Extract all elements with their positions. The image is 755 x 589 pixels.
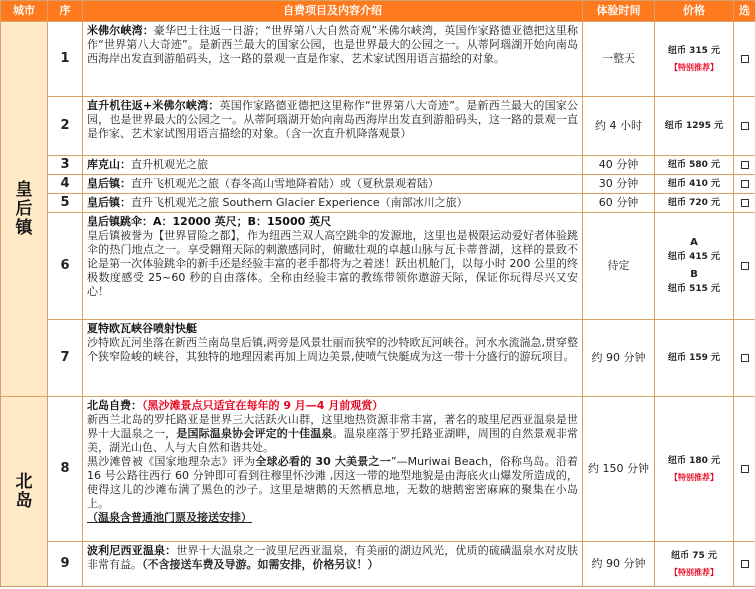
- table-row: [1, 97, 755, 156]
- item-text: 英国作家路德亚德把这里称作“世界第八大奇迹”。是新西兰最大的国家公园，也是世界最大的公园之一。从蒂阿瑙湖开始向南岛西海岸出发直到游船码头，这一路的景观一直是作家、艺术家试图用语言描绘的对象。（含一次直升机降落观景）: [87, 99, 579, 140]
- price: 纽币 159 元: [667, 353, 721, 363]
- table-row: [1, 175, 755, 194]
- row-number: 7: [48, 320, 83, 397]
- price: 纽币 180 元: [667, 455, 721, 466]
- price: 纽币 410 元: [667, 179, 721, 189]
- header-no: 序: [48, 1, 83, 22]
- checkbox-icon[interactable]: [741, 180, 749, 188]
- season-warning: （黑沙滩景点只适宜在每年的 9 月—4 月前观赏）: [142, 399, 384, 412]
- row-number: 2: [48, 97, 83, 156]
- select-checkbox[interactable]: [734, 397, 755, 542]
- item-description: [83, 175, 583, 194]
- duration: 约 4 小时: [583, 97, 655, 156]
- table-row: [1, 397, 755, 542]
- checkbox-icon[interactable]: [741, 55, 749, 63]
- item-title: 库克山：: [87, 158, 131, 171]
- item-description: [83, 320, 583, 397]
- price-option-b: 纽币 515 元: [667, 284, 721, 294]
- item-text: 直升飞机观光之旅（春冬高山雪地降着陆）或（夏秋景观着陆）: [131, 177, 439, 190]
- item-text: 直升机观光之旅: [131, 158, 208, 171]
- table-row: [1, 542, 755, 587]
- item-text: 豪华巴士往返一日游；“世界第八大自然奇观”米佛尔峡湾，英国作家路德亚德把这里称作“世界第八大奇迹”。是新西兰最大的国家公园，也是世界最大的公园之一。从蒂阿瑙湖开始向南岛西海岸出发直到游船码头，这一路的景观一直是作家、艺术家试图用语言描绘的对象。: [87, 24, 578, 65]
- item-text: 黑沙滩曾被《国家地理杂志》评为: [87, 455, 256, 468]
- row-number: 4: [48, 175, 83, 194]
- recommend-tag: 【特别推荐】: [670, 472, 718, 482]
- price-cell: [655, 156, 734, 175]
- select-checkbox[interactable]: [734, 97, 755, 156]
- item-note: （温泉含普通池门票及接送安排）: [87, 511, 252, 524]
- price: 纽币 580 元: [667, 160, 721, 170]
- item-description: [83, 22, 583, 97]
- row-number: 6: [48, 213, 83, 320]
- table-row: [1, 22, 755, 97]
- row-number: 3: [48, 156, 83, 175]
- item-title: 直升机往返+米佛尔峡湾：: [87, 99, 220, 112]
- checkbox-icon[interactable]: [741, 161, 749, 169]
- table-header-row: [1, 1, 755, 22]
- checkbox-icon[interactable]: [741, 560, 749, 568]
- price-cell: [655, 175, 734, 194]
- price-cell: [655, 194, 734, 213]
- item-description: [83, 213, 583, 320]
- row-number: 5: [48, 194, 83, 213]
- price: 纽币 1295 元: [664, 121, 724, 131]
- price-option-b-label: B: [690, 269, 698, 280]
- duration: 60 分钟: [583, 194, 655, 213]
- header-choose: 选: [734, 1, 755, 22]
- checkbox-icon[interactable]: [741, 262, 749, 270]
- duration: 30 分钟: [583, 175, 655, 194]
- city-cell-north-island: [1, 397, 48, 587]
- select-checkbox[interactable]: [734, 213, 755, 320]
- price-cell: [655, 22, 734, 97]
- item-text: 直升飞机观光之旅 Southern Glacier Experience（南部冰川之旅）: [131, 196, 468, 209]
- price-cell: [655, 397, 734, 542]
- select-checkbox[interactable]: [734, 194, 755, 213]
- item-title: 米佛尔峡湾：: [87, 24, 154, 37]
- item-highlight: 全球必看的 30 大美景之一: [255, 455, 391, 468]
- duration: 待定: [583, 213, 655, 320]
- select-checkbox[interactable]: [734, 320, 755, 397]
- table-row: [1, 194, 755, 213]
- table-row: [1, 213, 755, 320]
- item-highlight: 是国际温泉协会评定的十佳温泉: [176, 427, 333, 440]
- price-cell: [655, 320, 734, 397]
- recommend-tag: 【特别推荐】: [670, 567, 718, 577]
- checkbox-icon[interactable]: [741, 465, 749, 473]
- row-number: 1: [48, 22, 83, 97]
- item-description: [83, 97, 583, 156]
- row-number: 9: [48, 542, 83, 587]
- item-title: 波利尼西亚温泉：: [87, 544, 177, 557]
- item-title: 皇后镇跳伞：A：12000 英尺；B：15000 英尺: [87, 215, 332, 228]
- item-note: （不含接送车费及导游。如需安排，价格另议！）: [142, 558, 379, 571]
- price-option-a: 纽币 415 元: [667, 252, 721, 262]
- row-number: 8: [48, 397, 83, 542]
- duration: 约 150 分钟: [583, 397, 655, 542]
- city-name: 皇后镇: [15, 179, 33, 238]
- table-row: [1, 156, 755, 175]
- item-text: ”—Muriwai Beach，俗称鸟岛。沿着 16 号公路往西行 60 分钟即可看到往穆里怀沙滩 ,因这一带的地型地貌是由海底火山爆发所造成的，使得这儿的沙滩布满了黑色的沙子。这里是塘鹅的天然栖息地，无数的塘鹅密密麻麻的聚集在小岛上。: [87, 455, 579, 510]
- city-name: 北岛: [15, 471, 33, 511]
- item-text: 皇后镇被誉为【世界冒险之都】，作为纽西兰双人高空跳伞的发源地，这里也是极限运动爱好者体验跳伞的热门地点之一。享受翱翔天际的刺激感同时，俯瞰壮观的卓越山脉与瓦卡蒂普湖，这样的景致不论是第一次体验跳伞的新手还是经验丰富的老手都将为之着迷！跃出机舱门，以每小时 200 公里的终极数度感受 25~60 秒的自由落体。全称由经验丰富的教练带领你遨游天际，保证你玩得尽兴又安心！: [87, 229, 578, 298]
- checkbox-icon[interactable]: [741, 354, 749, 362]
- item-title: 北岛自费：: [87, 399, 142, 412]
- duration: 一整天: [583, 22, 655, 97]
- item-title: 皇后镇：: [87, 196, 131, 209]
- select-checkbox[interactable]: [734, 22, 755, 97]
- price: 纽币 75 元: [671, 550, 717, 561]
- price-cell: [655, 213, 734, 320]
- item-description: [83, 542, 583, 587]
- select-checkbox[interactable]: [734, 542, 755, 587]
- price: 纽币 720 元: [667, 198, 721, 208]
- duration: 约 90 分钟: [583, 320, 655, 397]
- item-text: 新西兰北岛的罗托路亚是世界三大活跃火山群，这里地热资源非常丰富，著名的玻里尼西亚温泉是世界十大温泉之一，: [87, 413, 578, 440]
- item-text: 。温泉座落于罗托路亚湖畔，周围的自然景观非常美，湖光山色、人与大自然和谐共处。: [87, 427, 579, 454]
- price-option-a-label: A: [690, 237, 698, 248]
- select-checkbox[interactable]: [734, 175, 755, 194]
- price-cell: [655, 542, 734, 587]
- item-text: 世界十大温泉之一波里尼西亚温泉，有美丽的湖边风光，优质的硫磺温泉水对皮肤非常有益。: [87, 544, 579, 571]
- header-item: 自费项目及内容介绍: [83, 1, 583, 22]
- item-description: [83, 194, 583, 213]
- table-row: [1, 320, 755, 397]
- recommend-tag: 【特别推荐】: [670, 62, 718, 72]
- item-title: 皇后镇：: [87, 177, 131, 190]
- select-checkbox[interactable]: [734, 156, 755, 175]
- city-cell-queenstown: [1, 22, 48, 397]
- price: 纽币 315 元: [667, 45, 721, 56]
- duration: 约 90 分钟: [583, 542, 655, 587]
- checkbox-icon[interactable]: [741, 199, 749, 207]
- duration: 40 分钟: [583, 156, 655, 175]
- item-description: [83, 156, 583, 175]
- header-time: 体验时间: [583, 1, 655, 22]
- checkbox-icon[interactable]: [741, 122, 749, 130]
- item-description: [83, 397, 583, 542]
- price-cell: [655, 97, 734, 156]
- header-city: 城市: [1, 1, 48, 22]
- item-text: 沙特欧瓦河坐落在新西兰南岛皇后镇,两旁是风景壮丽而狭窄的沙特欧瓦河峡谷。河水水流湍急,贯穿整个狭窄险峻的峡谷，其独特的地理因素再加上周边美景,使喷气快艇成为这一带十分盛行的游玩项目。: [87, 336, 578, 363]
- item-title: 夏特欧瓦峡谷喷射快艇: [87, 322, 197, 335]
- header-price: 价格: [655, 1, 734, 22]
